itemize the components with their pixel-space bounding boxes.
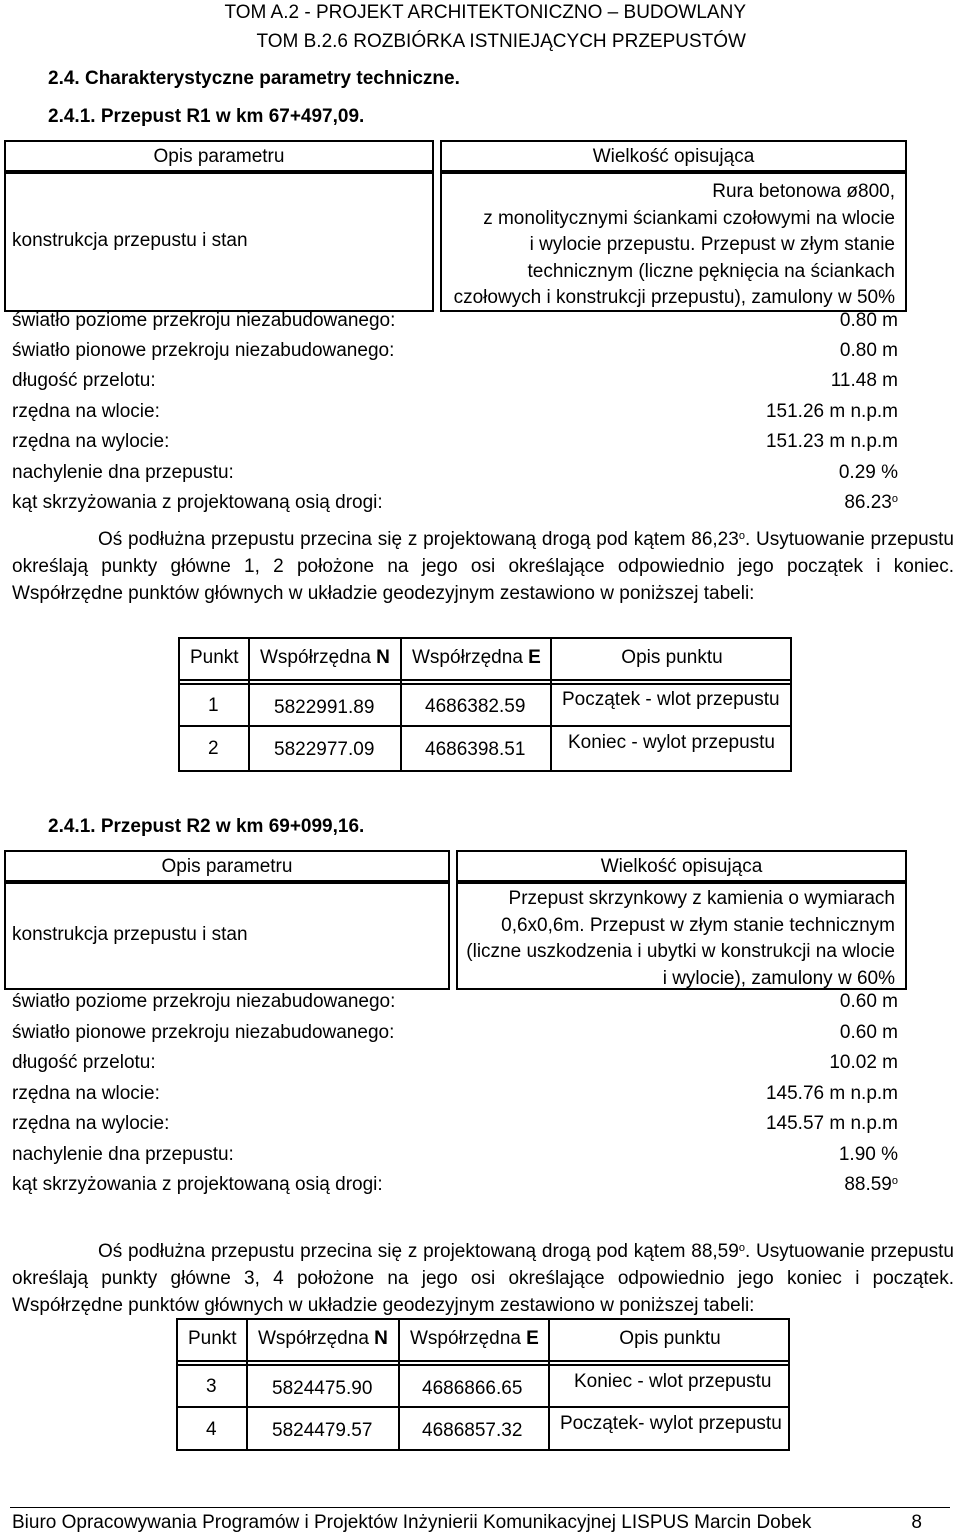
- r2-col-value-header: [456, 850, 907, 882]
- r2-konstrukcja-value-box: [456, 882, 907, 990]
- r2-param-row: [12, 1052, 898, 1078]
- r2-param-row: [12, 1113, 898, 1139]
- r1-konstrukcja-label-box: [4, 172, 434, 312]
- r1-angle-value: 86.23: [844, 492, 892, 513]
- r2-col-value-label: Wielkość opisująca: [600, 856, 763, 877]
- coords-cell-e: 4686398.51: [425, 739, 526, 760]
- coords-cell-e: 4686866.65: [422, 1378, 523, 1399]
- r1-paragraph: [12, 523, 954, 607]
- r1-konstrukcja-label: konstrukcja przepustu i stan: [12, 230, 248, 251]
- r2-param-value: 145.76 m n.p.m: [765, 1083, 898, 1104]
- r1-param-label: światło pionowe przekroju niezabudowanego:: [12, 340, 395, 361]
- r2-param-value: 1.90 %: [838, 1144, 898, 1165]
- r2-coords-table: [176, 1318, 790, 1451]
- r2-param-value: 0.60 m: [839, 991, 898, 1012]
- coords-cell-e: 4686382.59: [425, 696, 526, 717]
- coords-cell-opis: Początek- wylot przepustu: [560, 1413, 782, 1434]
- r1-param-row: [12, 462, 898, 488]
- page-number: 8: [911, 1512, 922, 1533]
- coords-cell-n: 5822977.09: [274, 739, 375, 760]
- coords-cell-opis: Koniec - wlot przepustu: [574, 1371, 772, 1392]
- r2-paragraph-part-a: Oś podłużna przepustu przecina się z projektowaną drogą pod kątem 88,59: [98, 1241, 739, 1262]
- r1-col-value-label: Wielkość opisująca: [592, 146, 755, 167]
- r2-param-label: kąt skrzyżowania z projektowaną osią drogi:: [12, 1174, 383, 1195]
- coords-header-e: [410, 1328, 539, 1350]
- r1-paragraph-part-a: Oś podłużna przepustu przecina się z projektowaną drogą pod kątem 86,23: [98, 529, 739, 550]
- r2-param-row: [12, 1174, 898, 1200]
- coords-header-opis: Opis punktu: [621, 647, 723, 668]
- r2-param-label: nachylenie dna przepustu:: [12, 1144, 234, 1165]
- r2-param-label: światło pionowe przekroju niezabudowanego:: [12, 1022, 395, 1043]
- coords-header-e-text: Współrzędna: [410, 1328, 527, 1349]
- r1-param-label: nachylenie dna przepustu:: [12, 462, 234, 483]
- r2-konstrukcja-line-4: i wylocie), zamulony w 60%: [662, 967, 895, 989]
- coords-header-n: [258, 1328, 388, 1350]
- r2-param-label: światło poziome przekroju niezabudowanego:: [12, 991, 396, 1012]
- r2-col-param-label: Opis parametru: [161, 856, 293, 877]
- section-title: 2.4. Charakterystyczne parametry techniczne.: [48, 68, 460, 89]
- r1-param-value: 0.80 m: [839, 340, 898, 361]
- r2-konstrukcja-label-box: [4, 882, 450, 990]
- r2-paragraph: [12, 1235, 954, 1319]
- r1-konstrukcja-line-1: Rura betonowa ø800,: [712, 181, 895, 202]
- r2-param-label: rzędna na wlocie:: [12, 1083, 160, 1104]
- r1-param-value: 0.29 %: [838, 462, 898, 483]
- coords-header-n-letter: N: [374, 1328, 388, 1349]
- r1-col-param-header: [4, 140, 434, 172]
- r2-param-value: [844, 1174, 898, 1196]
- coords-header-e-text: Współrzędna: [412, 647, 529, 668]
- coords-cell-n: 5824475.90: [272, 1378, 373, 1399]
- r2-param-label: długość przelotu:: [12, 1052, 156, 1073]
- degree-sup: o: [738, 530, 745, 542]
- r1-param-value: 0.80 m: [839, 310, 898, 331]
- coords-header-n-letter: N: [376, 647, 390, 668]
- r1-konstrukcja-line-5: czołowych i konstrukcji przepustu), zamulony w 50%: [453, 287, 895, 308]
- r1-param-label: rzędna na wlocie:: [12, 401, 160, 422]
- r1-param-row: [12, 340, 898, 366]
- coords-cell-opis: Początek - wlot przepustu: [562, 689, 780, 710]
- coords-cell-punkt: 2: [208, 738, 219, 759]
- r1-paragraph-part-b: . Usytuowanie przepustu określają punkty główne 1, 2 położone na jego osi określające odpowiednio jego początek i koniec. Współrzędne punktów głównych w układzie geodezyjnym zestawiono w poniższej tabeli:: [12, 529, 954, 604]
- r1-param-row: [12, 401, 898, 427]
- r1-param-value: 151.23 m n.p.m: [765, 431, 898, 452]
- coords-cell-punkt: 3: [206, 1376, 217, 1397]
- footer-text: Biuro Opracowywania Programów i Projektów Inżynierii Komunikacyjnej LISPUS Marcin Dobek: [12, 1512, 812, 1533]
- coords-header-n: [260, 647, 390, 669]
- coords-cell-opis: Koniec - wylot przepustu: [568, 732, 775, 753]
- header-line-2: TOM B.2.6 ROZBIÓRKA ISTNIEJĄCYCH PRZEPUSTÓW: [256, 31, 746, 52]
- r2-konstrukcja-value: [466, 886, 895, 992]
- r1-param-label: rzędna na wylocie:: [12, 431, 170, 452]
- r2-param-value: 0.60 m: [839, 1022, 898, 1043]
- r1-col-param-label: Opis parametru: [153, 146, 285, 167]
- r1-param-row: [12, 370, 898, 396]
- r1-col-value-header: [440, 140, 907, 172]
- coords-header-e-letter: E: [526, 1328, 539, 1349]
- r1-coords-table: [178, 637, 792, 772]
- r2-konstrukcja-label: konstrukcja przepustu i stan: [12, 924, 248, 945]
- r1-konstrukcja-line-3: i wylocie przepustu. Przepust w złym stanie: [529, 234, 895, 255]
- r1-konstrukcja-line-2: z monolitycznymi ściankami czołowymi na wlocie: [483, 207, 895, 229]
- r1-param-value: [844, 492, 898, 514]
- coords-header-punkt: Punkt: [188, 1328, 237, 1349]
- r2-param-row: [12, 991, 898, 1017]
- r1-title: 2.4.1. Przepust R1 w km 67+497,09.: [48, 106, 365, 127]
- r1-konstrukcja-value-box: [440, 172, 907, 312]
- r1-param-value: 11.48 m: [830, 370, 898, 391]
- coords-header-e: [412, 647, 541, 669]
- coords-cell-e: 4686857.32: [422, 1420, 523, 1441]
- coords-header-n-text: Współrzędna: [260, 647, 377, 668]
- r2-paragraph-part-b: . Usytuowanie przepustu określają punkty główne 3, 4 położone na jego osi określające odpowiednio jego koniec i początek. Współrzędne punktów głównych w układzie geodezyjnym zestawiono w poniższej tabeli:: [12, 1241, 954, 1316]
- r2-angle-value: 88.59: [844, 1174, 892, 1195]
- coords-header-n-text: Współrzędna: [258, 1328, 375, 1349]
- header-line-1: TOM A.2 - PROJEKT ARCHITEKTONICZNO – BUDOWLANY: [224, 2, 746, 23]
- r2-konstrukcja-line-3: (liczne uszkodzenia i ubytki w konstrukcji na wlocie: [466, 941, 895, 962]
- r2-param-value: 145.57 m n.p.m: [765, 1113, 898, 1134]
- r2-param-label: rzędna na wylocie:: [12, 1113, 170, 1134]
- r2-param-value: 10.02 m: [829, 1052, 898, 1073]
- degree-sup: o: [738, 1242, 745, 1254]
- r1-param-value: 151.26 m n.p.m: [765, 401, 898, 422]
- coords-cell-n: 5824479.57: [272, 1420, 373, 1441]
- r2-title: 2.4.1. Przepust R2 w km 69+099,16.: [48, 816, 365, 837]
- r1-param-row: [12, 310, 898, 336]
- r2-param-row: [12, 1022, 898, 1048]
- r2-param-row: [12, 1083, 898, 1109]
- r1-param-label: światło poziome przekroju niezabudowanego:: [12, 310, 396, 331]
- r2-col-param-header: [4, 850, 450, 882]
- r1-konstrukcja-value: [454, 179, 895, 312]
- coords-header-e-letter: E: [528, 647, 541, 668]
- coords-header-punkt: Punkt: [190, 647, 239, 668]
- degree-sup: o: [891, 1175, 898, 1187]
- coords-cell-n: 5822991.89: [274, 697, 375, 718]
- coords-cell-punkt: 4: [206, 1419, 217, 1440]
- r2-konstrukcja-line-2: 0,6x0,6m. Przepust w złym stanie technicznym: [501, 914, 895, 936]
- footer-rule: [10, 1507, 950, 1508]
- degree-sup: o: [891, 493, 898, 505]
- r1-param-label: kąt skrzyżowania z projektowaną osią drogi:: [12, 492, 383, 513]
- r1-param-label: długość przelotu:: [12, 370, 156, 391]
- r2-konstrukcja-line-1: Przepust skrzynkowy z kamienia o wymiarach: [508, 888, 895, 909]
- r1-param-row: [12, 492, 898, 518]
- r2-param-row: [12, 1144, 898, 1170]
- r1-param-row: [12, 431, 898, 457]
- coords-header-opis: Opis punktu: [619, 1328, 721, 1349]
- r1-konstrukcja-line-4: technicznym (liczne pęknięcia na ściankach: [527, 260, 895, 282]
- coords-cell-punkt: 1: [208, 695, 219, 716]
